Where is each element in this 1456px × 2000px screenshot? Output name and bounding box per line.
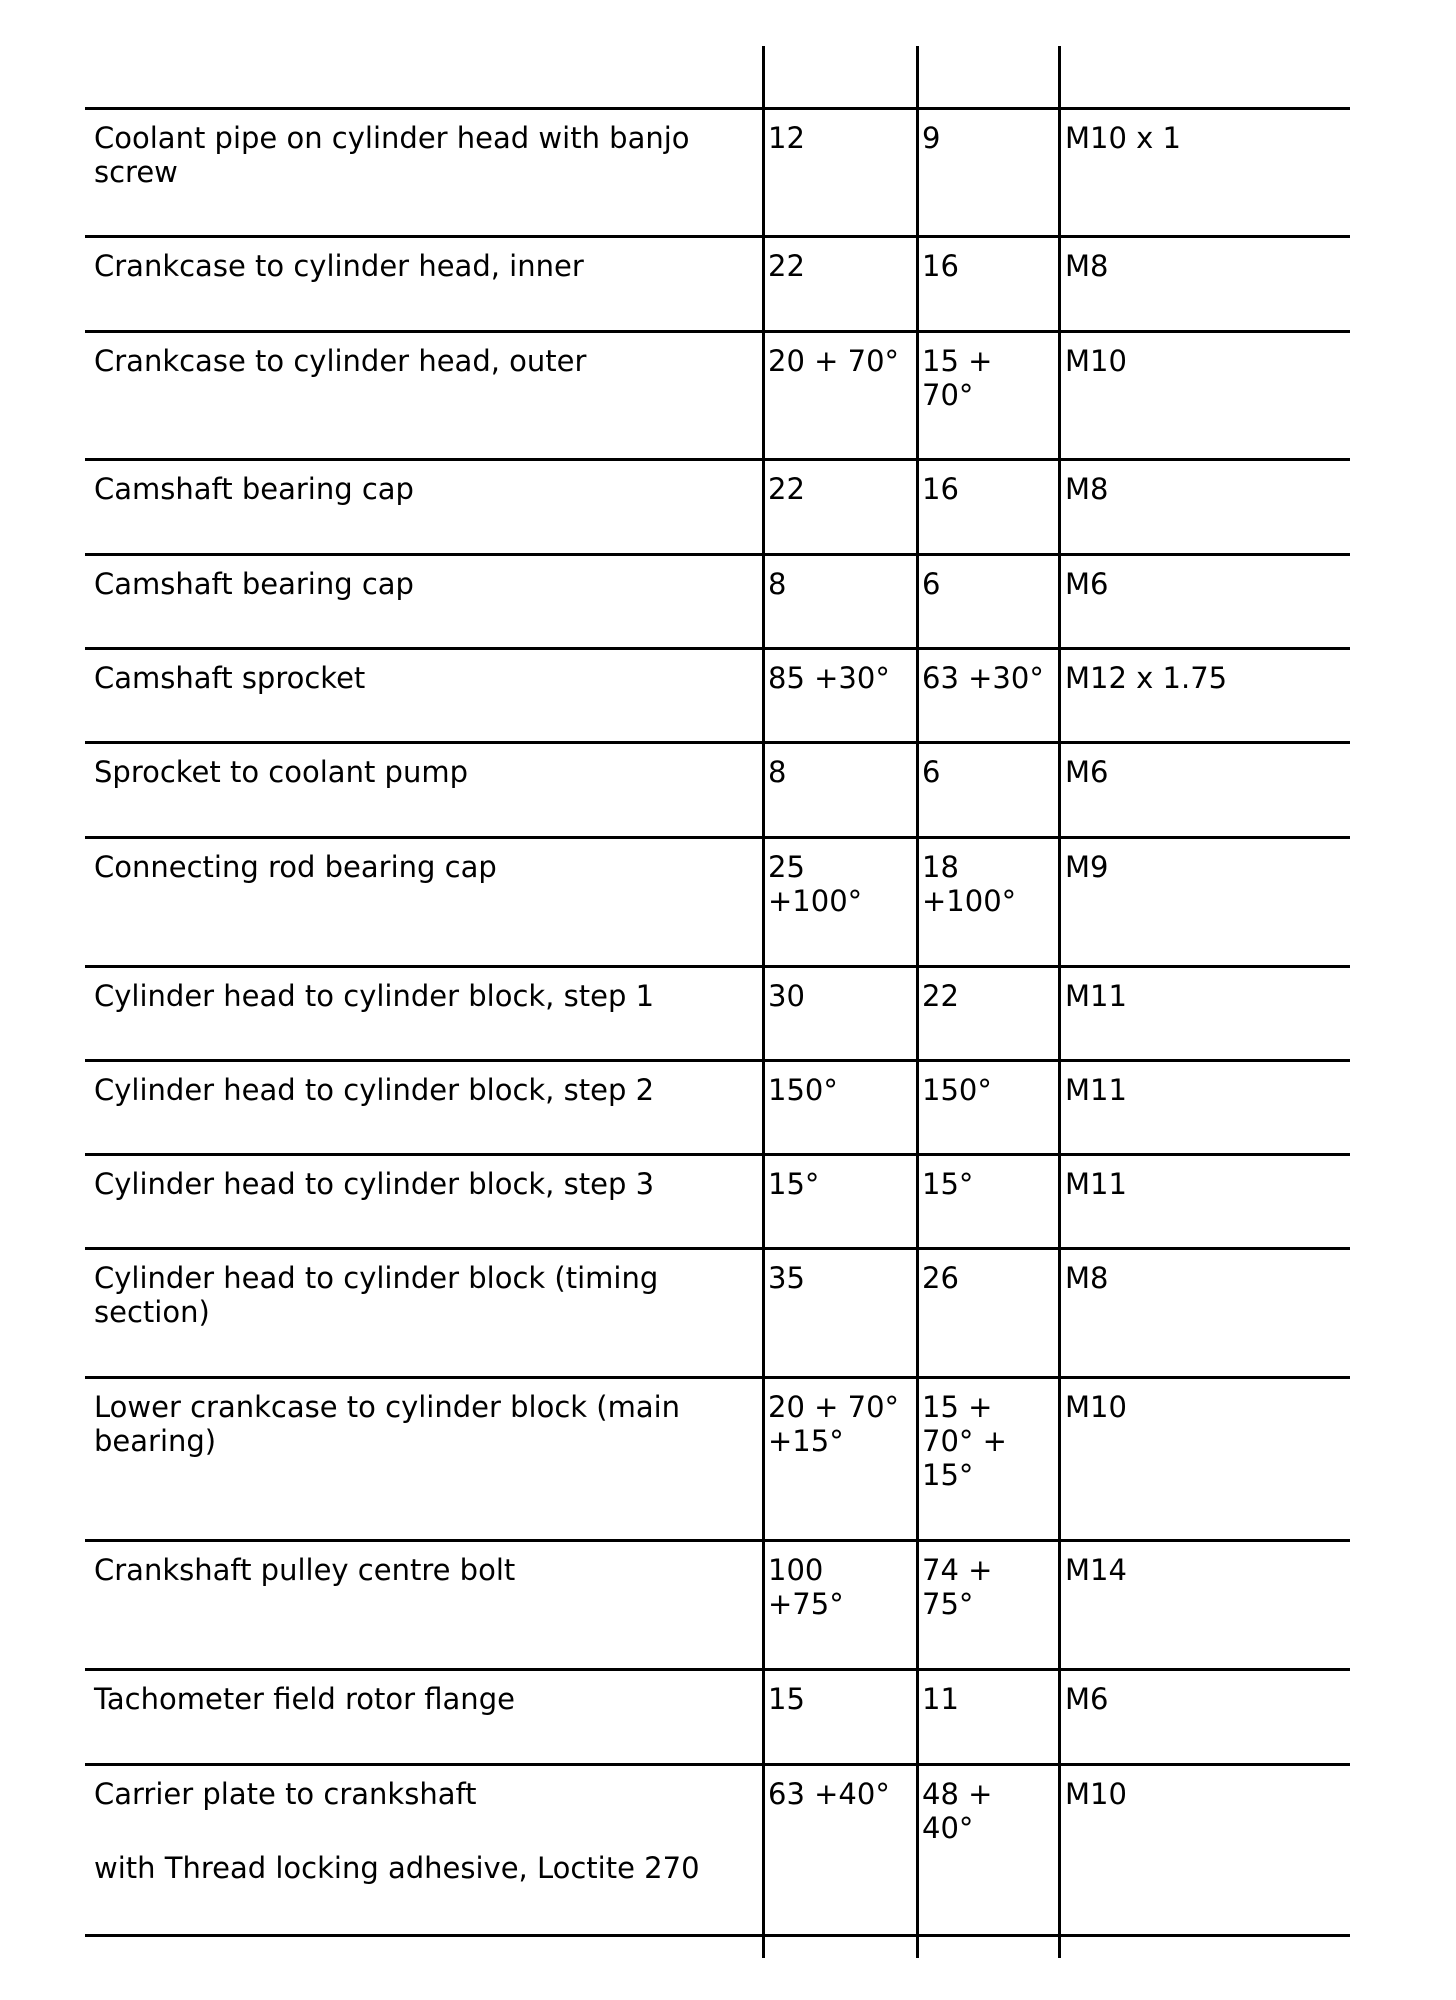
torque-lbft-cell: 6 bbox=[922, 755, 941, 789]
torque-lbft-cell: 150° bbox=[922, 1073, 992, 1107]
description-cell: Camshaft sprocket bbox=[94, 661, 366, 695]
thread-size-cell: M6 bbox=[1065, 1682, 1109, 1716]
description-cell: Tachometer field rotor flange bbox=[94, 1682, 515, 1716]
row-divider bbox=[85, 107, 1350, 110]
thread-size-cell: M9 bbox=[1065, 850, 1109, 884]
torque-nm-cell: 35 bbox=[768, 1261, 805, 1295]
torque-nm-cell: 22 bbox=[768, 249, 805, 283]
description-cell: Cylinder head to cylinder block (timing section) bbox=[94, 1261, 659, 1329]
thread-size-cell: M10 bbox=[1065, 1390, 1127, 1424]
row-divider bbox=[85, 1153, 1350, 1156]
torque-nm-cell: 15° bbox=[768, 1167, 820, 1201]
row-divider bbox=[85, 741, 1350, 744]
description-cell bbox=[94, 1777, 744, 1885]
torque-lbft-cell: 15° bbox=[922, 1167, 974, 1201]
torque-lbft-cell: 9 bbox=[922, 121, 941, 155]
torque-nm-cell: 20 + 70° bbox=[768, 344, 900, 378]
description-cell: Crankcase to cylinder head, outer bbox=[94, 344, 587, 378]
thread-size-cell: M10 bbox=[1065, 344, 1127, 378]
thread-size-cell: M11 bbox=[1065, 979, 1127, 1013]
row-divider bbox=[85, 1376, 1350, 1379]
row-divider bbox=[85, 458, 1350, 461]
torque-nm-cell: 20 + 70° +15° bbox=[768, 1390, 900, 1458]
row-divider bbox=[85, 1059, 1350, 1062]
thread-size-cell: M6 bbox=[1065, 567, 1109, 601]
thread-size-cell: M14 bbox=[1065, 1553, 1127, 1587]
thread-size-cell: M8 bbox=[1065, 472, 1109, 506]
description-cell: Coolant pipe on cylinder head with banjo screw bbox=[94, 121, 690, 189]
row-divider bbox=[85, 330, 1350, 333]
torque-nm-cell: 8 bbox=[768, 755, 787, 789]
torque-nm-cell: 12 bbox=[768, 121, 805, 155]
torque-nm-cell: 30 bbox=[768, 979, 805, 1013]
row-divider bbox=[85, 1763, 1350, 1766]
torque-lbft-cell: 48 + 40° bbox=[922, 1777, 993, 1845]
row-divider bbox=[85, 965, 1350, 968]
description-cell: Crankcase to cylinder head, inner bbox=[94, 249, 584, 283]
thread-size-cell: M12 x 1.75 bbox=[1065, 661, 1228, 695]
row-divider bbox=[85, 553, 1350, 556]
row-divider bbox=[85, 1668, 1350, 1671]
row-divider bbox=[85, 836, 1350, 839]
description-text: Carrier plate to crankshaft bbox=[94, 1777, 477, 1811]
thread-size-cell: M6 bbox=[1065, 755, 1109, 789]
description-cell: Sprocket to coolant pump bbox=[94, 755, 468, 789]
torque-lbft-cell: 18 +100° bbox=[922, 850, 1017, 918]
description-cell: Cylinder head to cylinder block, step 1 bbox=[94, 979, 655, 1013]
thread-size-cell: M11 bbox=[1065, 1073, 1127, 1107]
description-cell: Lower crankcase to cylinder block (main bearing) bbox=[94, 1390, 681, 1458]
description-cell: Cylinder head to cylinder block, step 2 bbox=[94, 1073, 655, 1107]
torque-nm-cell: 100 +75° bbox=[768, 1553, 844, 1621]
thread-size-cell: M8 bbox=[1065, 249, 1109, 283]
torque-lbft-cell: 15 + 70° + 15° bbox=[922, 1390, 1007, 1492]
description-cell: Crankshaft pulley centre bolt bbox=[94, 1553, 516, 1587]
row-divider bbox=[85, 235, 1350, 238]
row-divider bbox=[85, 1539, 1350, 1542]
row-divider bbox=[85, 1247, 1350, 1250]
thread-size-cell: M10 bbox=[1065, 1777, 1127, 1811]
torque-nm-cell: 8 bbox=[768, 567, 787, 601]
torque-nm-cell: 15 bbox=[768, 1682, 805, 1716]
torque-lbft-cell: 16 bbox=[922, 249, 959, 283]
torque-nm-cell: 25 +100° bbox=[768, 850, 863, 918]
torque-nm-cell: 22 bbox=[768, 472, 805, 506]
thread-size-cell: M10 x 1 bbox=[1065, 121, 1181, 155]
torque-lbft-cell: 26 bbox=[922, 1261, 959, 1295]
description-cell: Camshaft bearing cap bbox=[94, 567, 414, 601]
torque-lbft-cell: 16 bbox=[922, 472, 959, 506]
torque-nm-cell: 150° bbox=[768, 1073, 838, 1107]
torque-lbft-cell: 63 +30° bbox=[922, 661, 1044, 695]
torque-nm-cell: 85 +30° bbox=[768, 661, 890, 695]
thread-size-cell: M11 bbox=[1065, 1167, 1127, 1201]
row-divider bbox=[85, 1934, 1350, 1937]
torque-lbft-cell: 22 bbox=[922, 979, 959, 1013]
torque-lbft-cell: 11 bbox=[922, 1682, 959, 1716]
thread-size-cell: M8 bbox=[1065, 1261, 1109, 1295]
torque-lbft-cell: 74 + 75° bbox=[922, 1553, 993, 1621]
torque-lbft-cell: 6 bbox=[922, 567, 941, 601]
description-cell: Camshaft bearing cap bbox=[94, 472, 414, 506]
adhesive-note: with Thread locking adhesive, Loctite 270 bbox=[94, 1851, 700, 1885]
torque-lbft-cell: 15 + 70° bbox=[922, 344, 993, 412]
description-cell: Cylinder head to cylinder block, step 3 bbox=[94, 1167, 655, 1201]
description-cell: Connecting rod bearing cap bbox=[94, 850, 497, 884]
torque-nm-cell: 63 +40° bbox=[768, 1777, 890, 1811]
row-divider bbox=[85, 647, 1350, 650]
